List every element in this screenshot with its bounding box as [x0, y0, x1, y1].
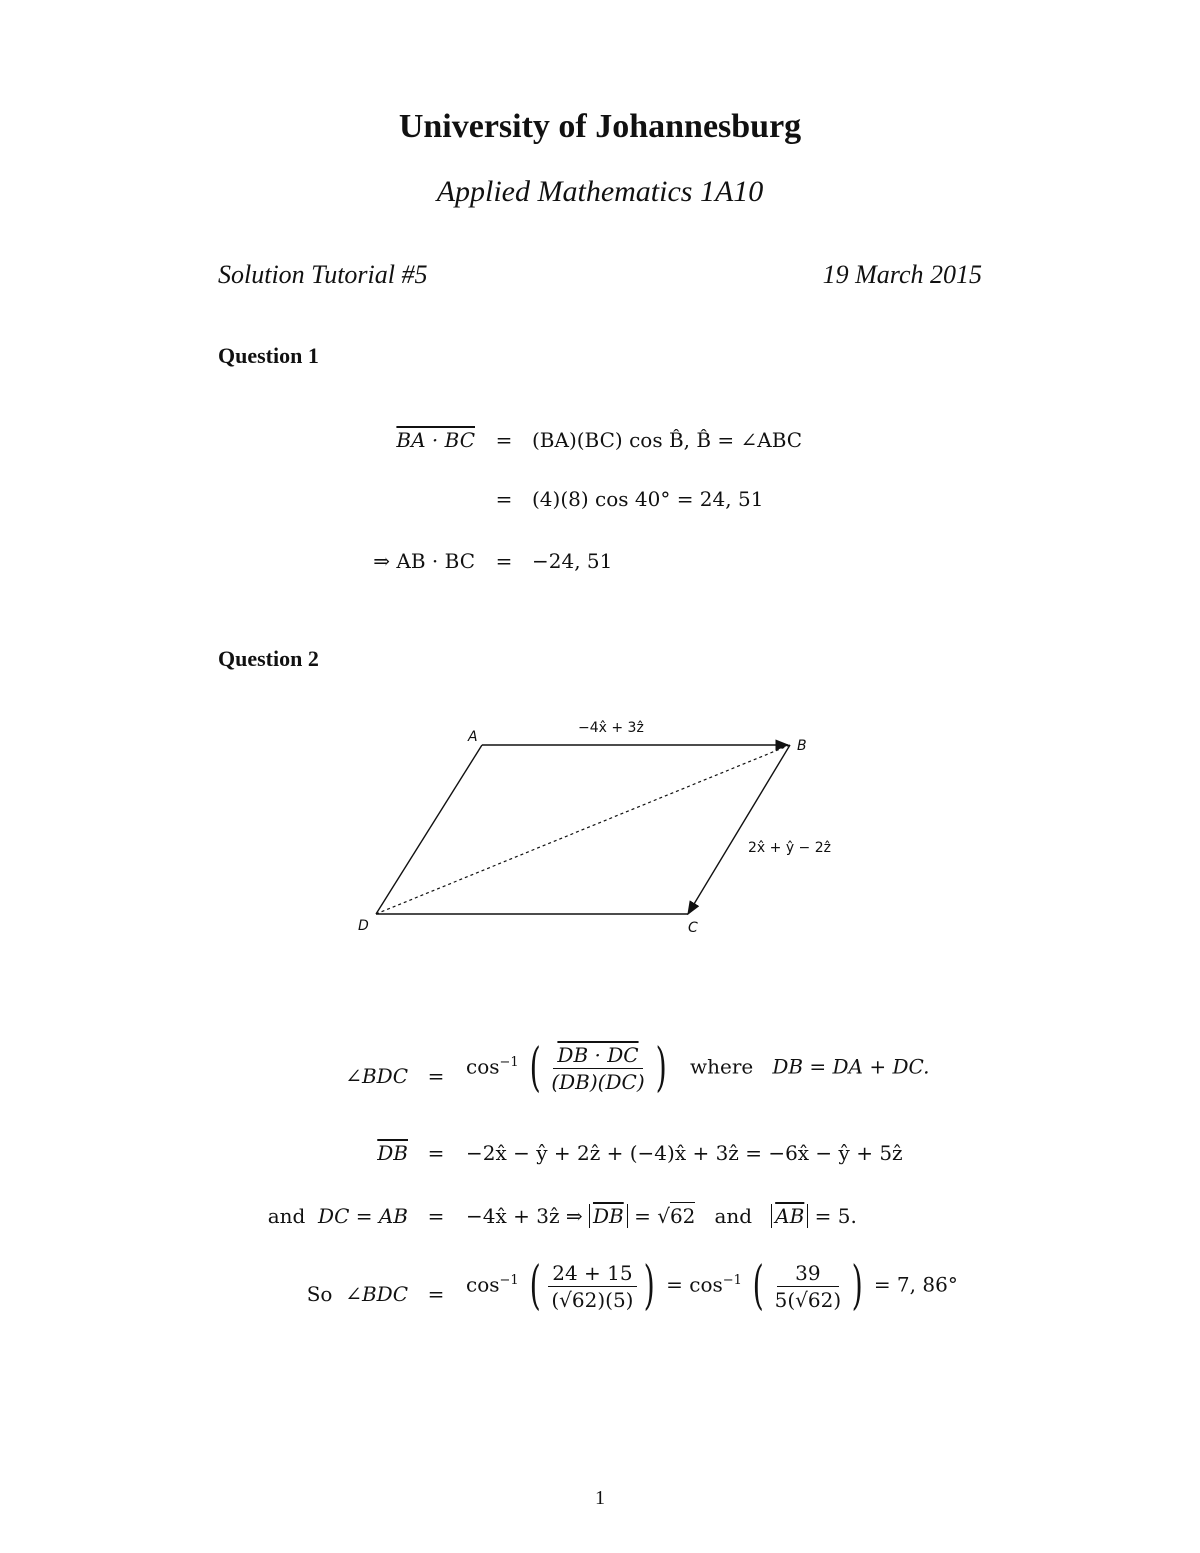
dc-equals-ab: DC = AB [318, 1204, 408, 1228]
q2-row1-lhs: ∠BDC [345, 1064, 408, 1088]
magnitude-ab: $\overline{AB}$ [771, 1204, 808, 1228]
q2-row1-rhs [466, 1038, 930, 1098]
and-word-left: and [267, 1204, 306, 1228]
q1-row1-rhs: (BA)(BC) cos B̂, B̂ = ∠ABC [532, 428, 803, 452]
fraction-1-denominator [547, 1287, 637, 1310]
edge-BC-label: 2x̂ + ŷ − 2ẑ [748, 840, 831, 856]
tutorial-label: Solution Tutorial #5 [218, 260, 428, 289]
q2-row2-lhs [250, 1143, 408, 1163]
vertex-C-label: C [688, 920, 698, 936]
angle-bdc: ∠BDC [345, 1282, 408, 1306]
so-word: So [306, 1282, 333, 1306]
db-definition: DB = DA + DC. [772, 1054, 930, 1079]
cos-op-1: cos [466, 1272, 500, 1297]
fraction-2-numerator: 39 [777, 1263, 838, 1287]
fraction-1-numerator: 24 + 15 [548, 1263, 636, 1287]
q1-row3-rhs: −24, 51 [532, 549, 613, 573]
question-2-heading: Question 2 [218, 646, 319, 671]
q1-row3-lhs: ⇒ AB · BC [373, 549, 475, 573]
close-paren-2: ) [851, 1256, 863, 1316]
q2-row4-lhs [230, 1284, 408, 1304]
q2-row2-lhs-text: $\overline{DB}$ [377, 1141, 408, 1165]
vertex-B-label: B [797, 738, 807, 754]
fraction-2 [771, 1260, 846, 1312]
date-label: 19 March 2015 [822, 260, 982, 289]
den2-sqrt: 62 [807, 1287, 834, 1312]
edge-DA [376, 745, 482, 914]
question-1-heading: Question 1 [218, 343, 319, 368]
cos-op-2: cos [689, 1272, 723, 1297]
q2-row3-lhs [230, 1206, 408, 1226]
diagonal-DB [376, 745, 790, 914]
open-paren: ( [529, 1038, 541, 1098]
magnitude-db: $\overline{DB}$ [589, 1204, 628, 1228]
edge-BC [688, 745, 790, 914]
and-word-right: and [714, 1204, 753, 1228]
open-paren-2: ( [752, 1256, 765, 1316]
final-result: = 7, 86° [873, 1272, 958, 1297]
vertex-A-label: A [468, 729, 478, 745]
q2-row4-rhs [466, 1256, 958, 1316]
sqrt-62: 62 [669, 1204, 696, 1228]
cos-op: cos [466, 1054, 500, 1079]
q1-row2-rhs: (4)(8) cos 40° = 24, 51 [532, 487, 764, 511]
q2-row3-eq: = [427, 1204, 445, 1228]
close-paren-1: ) [644, 1256, 656, 1316]
q1-row2-eq: = [495, 487, 513, 511]
inverse-sup-1: −1 [499, 1272, 519, 1288]
q2-row3-rhs: −4x̂ + 3ẑ ⇒ $\overline{DB} = √62$ and $\overline{AB} = 5$. [466, 1204, 857, 1228]
fraction-numerator: DB · DC [553, 1045, 642, 1069]
angle-fraction [547, 1042, 648, 1094]
open-paren-1: ( [529, 1256, 541, 1316]
fraction-1 [547, 1260, 637, 1312]
q1-row1-lhs-text: BA · BC [396, 428, 475, 452]
equals-2: = [666, 1272, 683, 1297]
den2-c: ) [833, 1287, 842, 1312]
den1-a: (√ [551, 1287, 572, 1312]
fraction-2-denominator [771, 1287, 846, 1310]
close-paren: ) [655, 1038, 667, 1098]
inverse-sup: −1 [499, 1054, 519, 1070]
den2-a: 5(√ [774, 1287, 808, 1312]
inverse-sup-2: −1 [722, 1272, 742, 1288]
page-title: University of Johannesburg [398, 108, 802, 145]
dc-vector: −4x̂ + 3ẑ ⇒ [466, 1204, 583, 1228]
magnitude-ab-value: = 5. [814, 1204, 857, 1228]
edge-AB-label: −4x̂ + 3ẑ [578, 720, 644, 736]
q2-row2-eq: = [427, 1141, 445, 1165]
where-word: where [690, 1054, 754, 1079]
q1-row1-eq: = [495, 428, 513, 452]
den1-c: )(5) [597, 1287, 634, 1312]
vertex-D-label: D [358, 918, 369, 934]
q2-row4-eq: = [427, 1282, 445, 1306]
course-subtitle: Applied Mathematics 1A10 [436, 175, 764, 208]
equals-sign: = [634, 1204, 651, 1228]
page-number: 1 [595, 1487, 605, 1509]
q1-row3-eq: = [495, 549, 513, 573]
q2-row2-rhs: −2x̂ − ŷ + 2ẑ + (−4)x̂ + 3ẑ = −6x̂ − ŷ + 5ẑ [466, 1141, 903, 1165]
q2-row1-eq: = [427, 1064, 445, 1088]
den1-sqrt: 62 [571, 1287, 598, 1312]
fraction-denominator: (DB)(DC) [551, 1069, 645, 1094]
